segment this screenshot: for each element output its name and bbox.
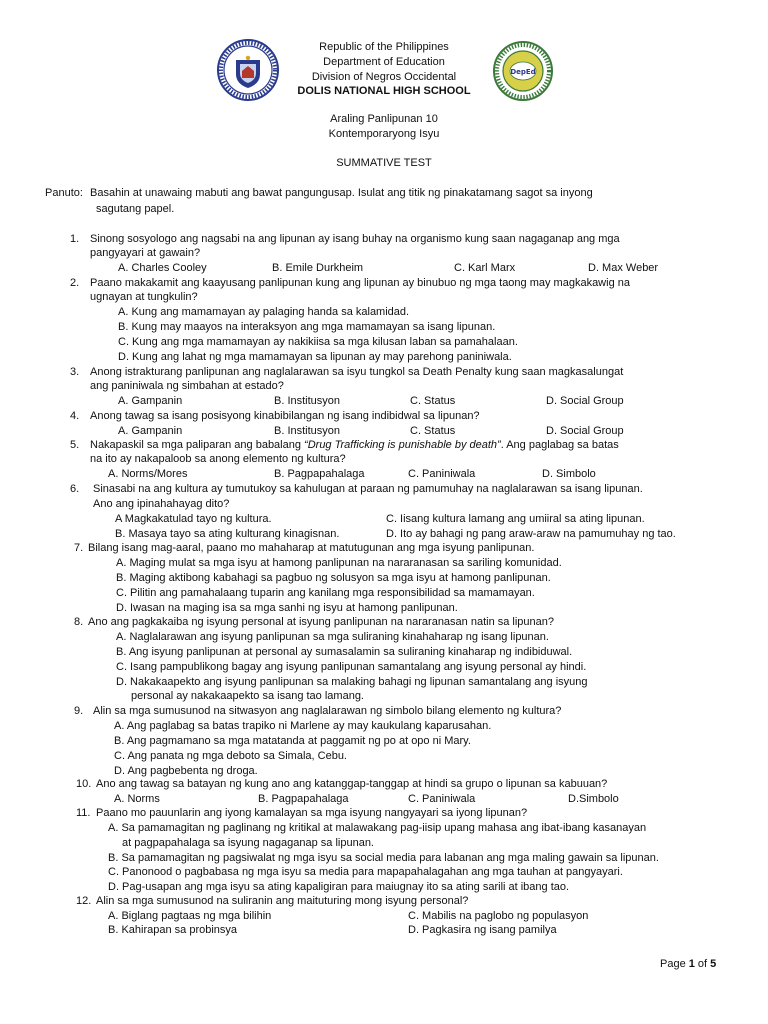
answer-choice: A. Kung ang mamamayan ay palaging handa sa kalamidad. (118, 306, 410, 318)
answer-choice-continued: personal ay nakakaapekto sa isang tao lamang. (131, 690, 364, 702)
answer-choice: A. Norms (114, 793, 160, 805)
answer-choice: B. Masaya tayo sa ating kulturang kinagisnan. (115, 528, 340, 540)
answer-choice: B. Institusyon (274, 425, 341, 437)
question-text: Sinasabi na ang kultura ay tumutukoy sa kahulugan at paraan ng pamumuhay na naglalarawan sa isang lipunan. (93, 483, 643, 495)
question-text: ugnayan at tungkulin? (90, 291, 198, 303)
question-number: 1. (70, 233, 80, 245)
test-title: SUMMATIVE TEST (336, 157, 432, 169)
answer-choice: C. Isang pampublikong bagay ang isyung panlipunan samantalang ang isyung personal ay hindi. (116, 661, 587, 673)
answer-choice: C. Status (410, 425, 456, 437)
header-school: DOLIS NATIONAL HIGH SCHOOL (297, 85, 471, 97)
answer-choice: A. Gampanin (118, 395, 183, 407)
page-of: of (694, 958, 711, 970)
quoted-warning: “Drug Trafficking is punishable by death” (304, 439, 501, 451)
answer-choice: B. Maging aktibong kabahagi sa pagbuo ng solusyon sa mga isyu at hamong panlipunan. (116, 572, 551, 584)
page-indicator (660, 957, 716, 972)
answer-choice: C. Paniniwala (408, 793, 476, 805)
question-text-part: Nakapaskil sa mga paliparan ang babalang (90, 439, 301, 451)
answer-choice: A. Ang paglabag sa batas trapiko ni Marlene ay may kaukulang kaparusahan. (114, 720, 492, 732)
question-text: pangyayari at gawain? (90, 247, 201, 259)
page-number: 1 (688, 958, 695, 970)
question-text (90, 438, 619, 453)
answer-choice: C. Paniniwala (408, 468, 476, 480)
answer-choice: D. Social Group (546, 425, 624, 437)
question-text: Alin sa mga sumusunod na suliranin ang maituturing mong isyung personal? (96, 895, 469, 907)
topic-title: Kontemporaryong Isyu (328, 128, 440, 140)
header-republic: Republic of the Philippines (319, 41, 449, 53)
answer-choice: C. Panonood o pagbabasa ng mga isyu sa media para mapapahalagahan ang mga tauhan at pangyayari. (108, 866, 623, 878)
answer-choice: C. Mabilis na paglobo ng populasyon (408, 910, 589, 922)
question-number: 11. (76, 807, 91, 819)
question-text: Ano ang tawag sa batayan ng kung ano ang katanggap-tanggap at hindi sa grupo o lipunan sa kabuuan? (96, 778, 608, 790)
answer-choice: C. Iisang kultura lamang ang umiiral sa ating lipunan. (386, 513, 645, 525)
answer-choice: A. Gampanin (118, 425, 183, 437)
question-text: Paano mo pauunlarin ang iyong kamalayan sa mga isyung nangyayari sa iyong lipunan? (96, 807, 528, 819)
subject-title: Araling Panlipunan 10 (330, 113, 438, 125)
answer-choice: B. Kung may maayos na interaksyon ang mga mamamayan sa isang lipunan. (118, 321, 496, 333)
answer-choice: A. Charles Cooley (118, 262, 207, 274)
answer-choice: D. Pag-usapan ang mga isyu sa ating kapaligiran para maiugnay ito sa ating sarili at ibang tao. (108, 881, 570, 893)
question-text: Ano ang ipinahahayag dito? (93, 498, 230, 510)
answer-choice: B. Ang isyung panlipunan at personal ay sumasalamin sa suliraning kinaharap ng indibiduwal. (116, 646, 573, 658)
answer-choice: B. Kahirapan sa probinsya (108, 924, 238, 936)
answer-choice: B. Sa pamamagitan ng pagsiwalat ng mga isyu sa social media para labanan ang mga maling gawain sa lipunan. (108, 852, 659, 864)
question-number: 3. (70, 366, 80, 378)
answer-choice: D.Simbolo (568, 793, 619, 805)
question-number: 9. (74, 705, 84, 717)
answer-choice: C. Kung ang mga mamamayan ay nakikiisa sa mga kilusan laban sa pamahalaan. (118, 336, 518, 348)
question-number: 8. (74, 616, 84, 628)
answer-choice: D. Social Group (546, 395, 624, 407)
question-text: ang paniniwala ng simbahan at estado? (90, 380, 284, 392)
answer-choice: A. Biglang pagtaas ng mga bilihin (108, 910, 272, 922)
question-number: 10. (76, 778, 92, 790)
answer-choice: C. Ang panata ng mga deboto sa Simala, Cebu. (114, 750, 347, 762)
answer-choice: B. Institusyon (274, 395, 341, 407)
answer-choice: D. Pagkasira ng isang pamilya (408, 924, 557, 936)
question-text: Bilang isang mag-aaral, paano mo mahaharap at matutugunan ang mga isyung panlipunan. (88, 542, 535, 554)
question-text: Ano ang pagkakaiba ng isyung personal at isyung panlipunan na nararanasan natin sa lipunan? (88, 616, 555, 628)
answer-choice: B. Pagpapahalaga (274, 468, 365, 480)
header-division: Division of Negros Occidental (311, 71, 457, 83)
answer-choice: D. Max Weber (588, 262, 659, 274)
answer-choice: D. Ito ay bahagi ng pang araw-araw na pamumuhay ng tao. (386, 528, 676, 540)
answer-choice: D. Simbolo (542, 468, 596, 480)
page-label: Page (660, 958, 689, 970)
question-number: 5. (70, 439, 80, 451)
question-text: Sinong sosyologo ang nagsabi na ang lipunan ay isang buhay na organismo kung saan nagaganap ang mga (90, 233, 620, 245)
question-number: 6. (70, 483, 80, 495)
answer-choice: A. Norms/Mores (108, 468, 188, 480)
answer-choice: B. Pagpapahalaga (258, 793, 349, 805)
answer-choice: C. Status (410, 395, 456, 407)
answer-choice: C. Karl Marx (454, 262, 516, 274)
answer-choice: B. Ang pagmamano sa mga matatanda at paggamit ng po at opo ni Mary. (114, 735, 471, 747)
instructions-line-2: sagutang papel. (96, 203, 175, 215)
answer-choice: D. Iwasan na maging isa sa mga sanhi ng isyu at hamong panlipunan. (116, 602, 458, 614)
answer-choice: A. Maging mulat sa mga isyu at hamong panlipunan na nararanasan sa sariling komunidad. (116, 557, 562, 569)
answer-choice: A. Naglalarawan ang isyung panlipunan sa mga suliraning kinahaharap ng isang lipunan. (116, 631, 549, 643)
answer-choice-continued: at pagpapahalaga sa isyung nagaganap sa lipunan. (122, 837, 374, 849)
instructions-line-1: Basahin at unawaing mabuti ang bawat pangungusap. Isulat ang titik ng pinakatamang sagot sa inyong (90, 187, 593, 199)
answer-choice: D. Ang pagbebenta ng droga. (114, 765, 258, 777)
question-text: na ito ay nakapaloob sa anong elemento ng kultura? (90, 453, 346, 465)
question-text: Alin sa mga sumusunod na sitwasyon ang naglalarawan ng simbolo bilang elemento ng kultura? (93, 705, 562, 717)
answer-choice: D. Kung ang lahat ng mga mamamayan sa lipunan ay may parehong paniniwala. (118, 351, 512, 363)
question-text: Paano makakamit ang kaayusang panlipunan kung ang lipunan ay binubuo ng mga taong may magkakawig na (90, 277, 630, 289)
question-number: 2. (70, 277, 80, 289)
question-text-part: . Ang paglabag sa batas (500, 439, 619, 451)
header-department: Department of Education (323, 56, 445, 68)
answer-choice: A Magkakatulad tayo ng kultura. (115, 513, 272, 525)
question-text: Anong istrakturang panlipunan ang naglalarawan sa isyu tungkol sa Death Penalty kung saan magkasalungat (90, 366, 624, 378)
question-number: 7. (74, 542, 84, 554)
answer-choice: C. Pilitin ang pamahalaang tuparin ang kanilang mga responsibilidad sa mamamayan. (116, 587, 535, 599)
answer-choice: D. Nakakaapekto ang isyung panlipunan sa malaking bahagi ng lipunan samantalang ang isyung (116, 676, 588, 688)
answer-choice: A. Sa pamamagitan ng paglinang ng kritikal at malawakang pag-iisip upang mahasa ang ibat-ibang kasanayan (108, 822, 647, 834)
seal-mark: DepEd (510, 68, 536, 76)
question-number: 4. (70, 410, 80, 422)
instructions-label: Panuto: (45, 187, 83, 199)
answer-choice: B. Emile Durkheim (272, 262, 364, 274)
question-number: 12. (76, 895, 92, 907)
page-total: 5 (710, 958, 717, 970)
question-text: Anong tawag sa isang posisyong kinabibilangan ng isang indibidwal sa lipunan? (90, 410, 480, 422)
